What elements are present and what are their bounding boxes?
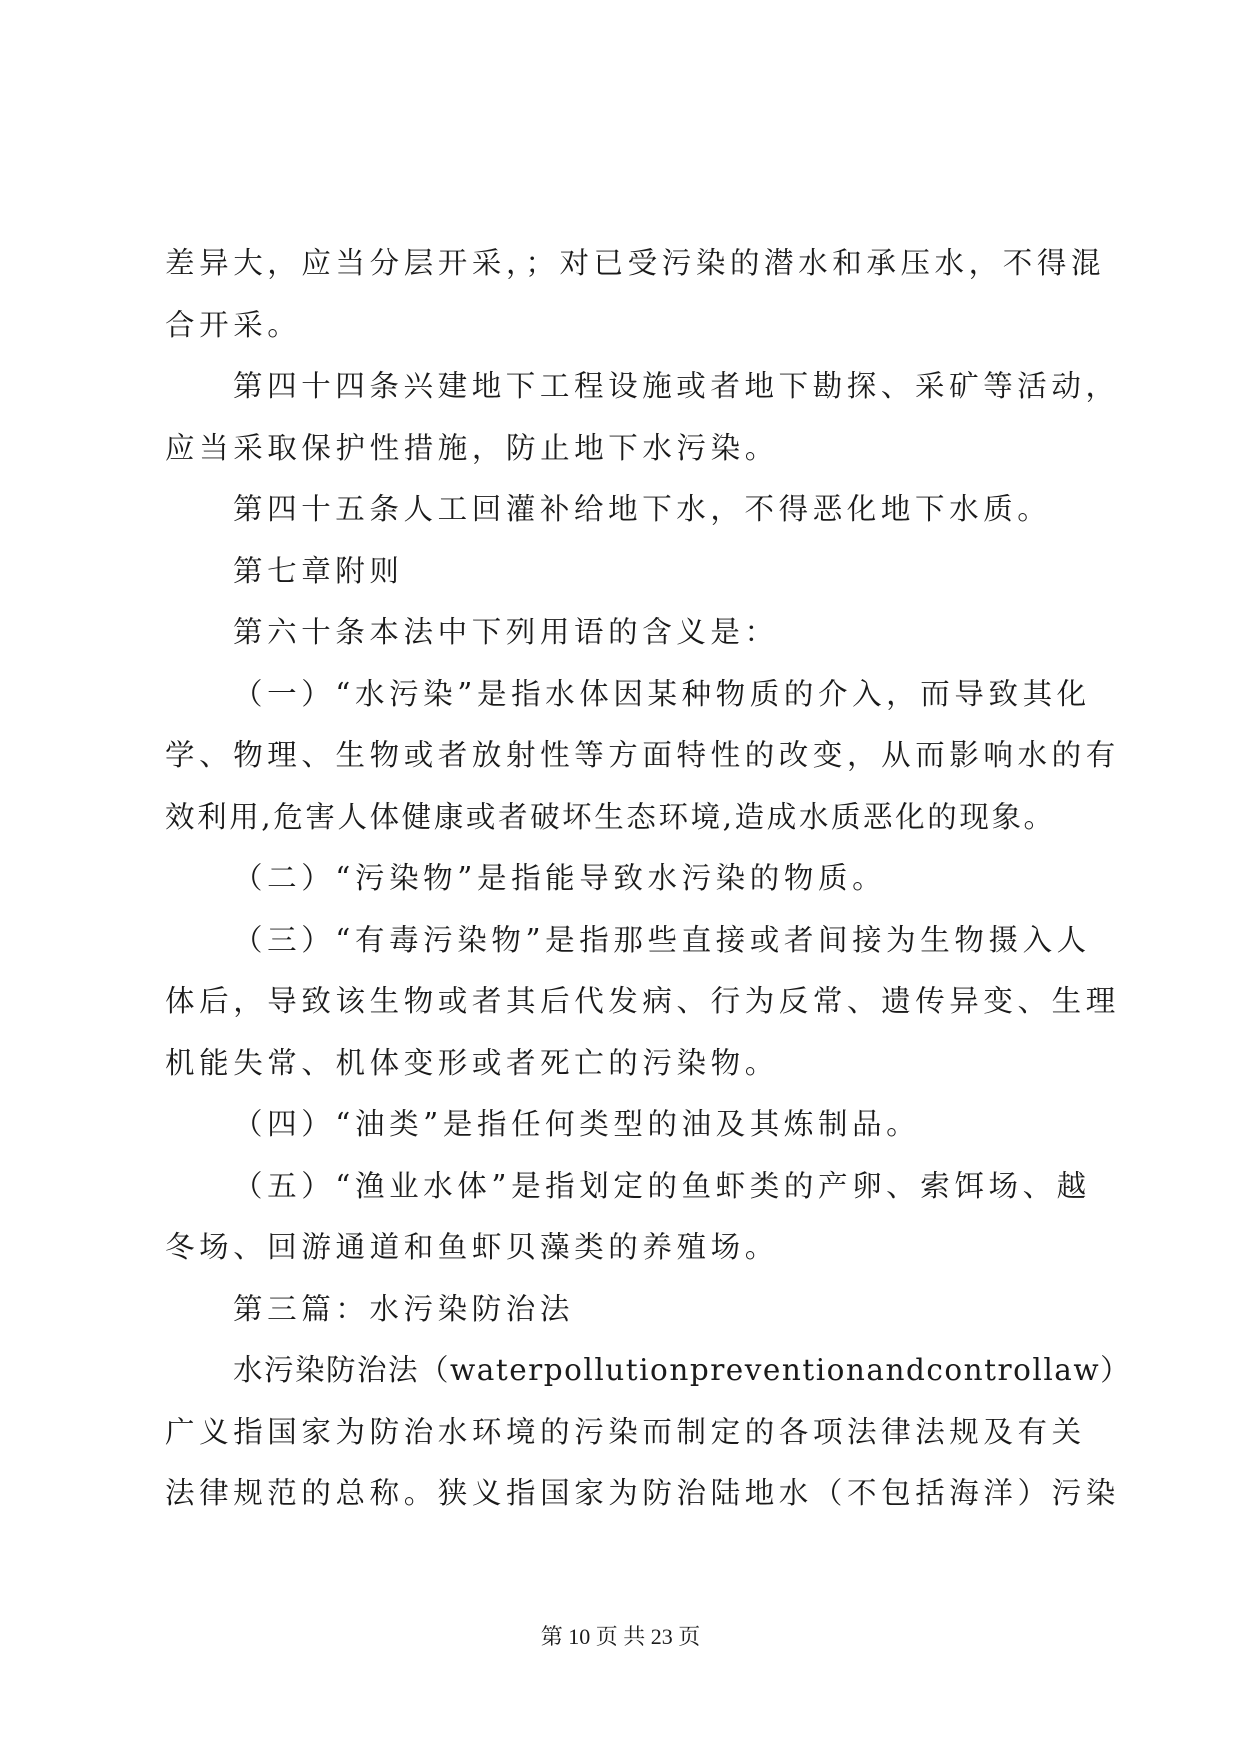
section-3-heading: 第三篇：水污染防治法 — [233, 1291, 575, 1326]
page-number-footer: 第 10 页 共 23 页 — [540, 1624, 701, 1649]
text-line: 学、物理、生物或者放射性等方面特性的改变，从而影响水的有 — [165, 738, 1120, 772]
text-line: 冬场、回游通道和鱼虾贝藻类的养殖场。 — [165, 1230, 779, 1264]
chapter-7-heading: 第七章附则 — [233, 553, 404, 588]
text-line: 差异大，应当分层开采，；对已受污染的潜水和承压水，不得混 — [165, 246, 1106, 280]
definition-2-line: （二）“污染物”是指能导致水污染的物质。 — [233, 861, 887, 895]
text-line: 法律规范的总称。狭义指国家为防治陆地水（不包括海洋）污染 — [165, 1476, 1120, 1510]
text-line: 合开采。 — [165, 307, 302, 342]
text-line: 应当采取保护性措施，防止地下水污染。 — [165, 430, 779, 465]
article-60-line: 第六十条本法中下列用语的含义是： — [233, 615, 779, 649]
text-line: 效利用,危害人体健康或者破坏生态环境,造成水质恶化的现象。 — [165, 799, 1056, 834]
text-line: 广义指国家为防治水环境的污染而制定的各项法律法规及有关 — [165, 1414, 1086, 1449]
text-line: 机能失常、机体变形或者死亡的污染物。 — [165, 1045, 779, 1080]
definition-3-line: （三）“有毒污染物”是指那些直接或者间接为生物摄入人 — [233, 922, 1091, 957]
body-text — [165, 233, 1132, 1525]
definition-5-line: （五）“渔业水体”是指划定的鱼虾类的产卵、索饵场、越 — [233, 1168, 1091, 1203]
definition-4-line: （四）“油类”是指任何类型的油及其炼制品。 — [233, 1107, 921, 1141]
law-name-line: 水污染防治法（waterpollutionpreventionandcontrollaw） — [233, 1353, 1132, 1387]
text-line: 体后，导致该生物或者其后代发病、行为反常、遗传异变、生理 — [165, 984, 1120, 1018]
article-45-line: 第四十五条人工回灌补给地下水，不得恶化地下水质。 — [233, 492, 1052, 526]
definition-1-line: （一）“水污染”是指水体因某种物质的介入，而导致其化 — [233, 676, 1091, 711]
article-44-line: 第四十四条兴建地下工程设施或者地下勘探、采矿等活动， — [233, 369, 1120, 403]
